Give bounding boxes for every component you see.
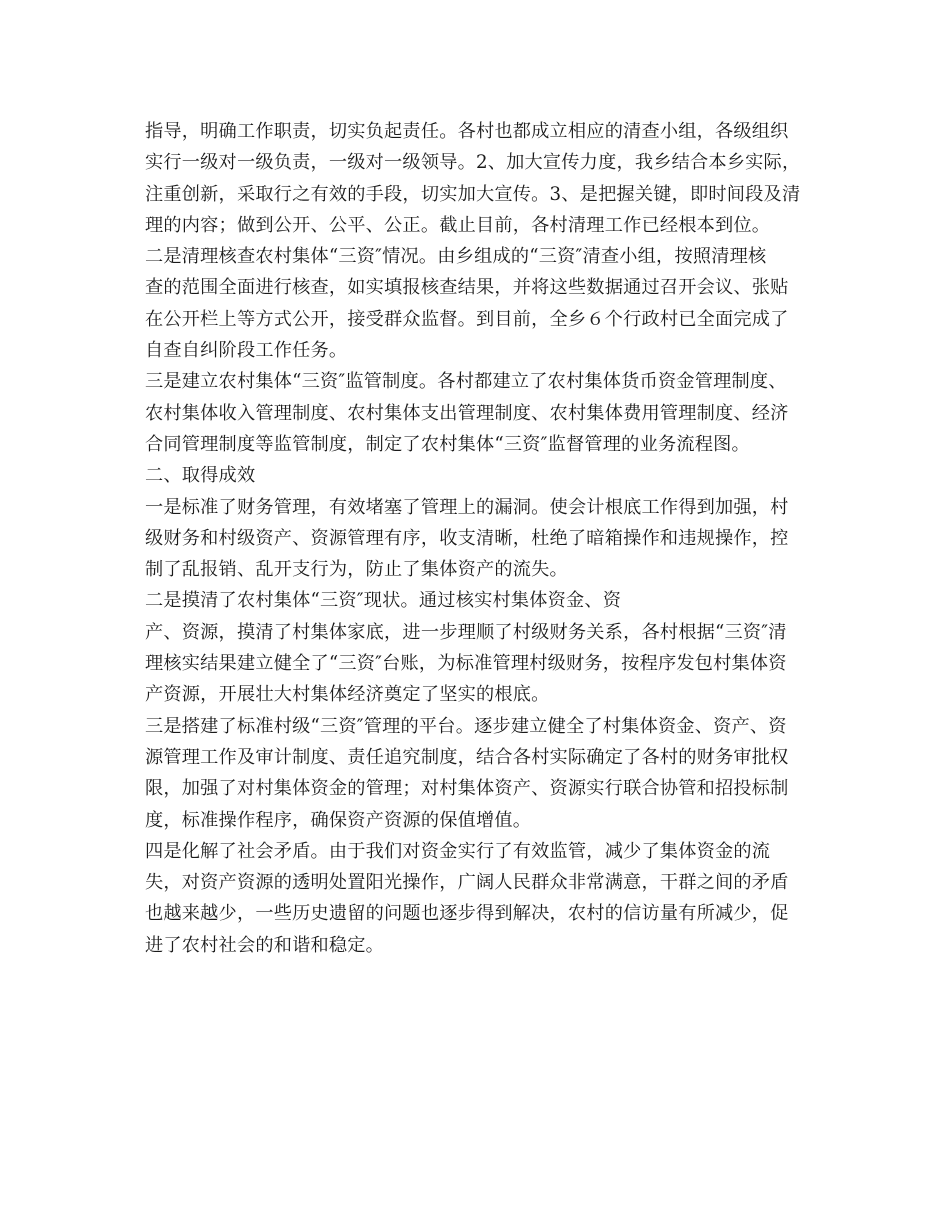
text-line: 自查自纠阶段工作任务。 [145, 340, 348, 362]
text-line: 农村集体收入管理制度、农村集体支出管理制度、农村集体费用管理制度、经济 [145, 402, 789, 424]
text-line: 二是摸清了农村集体“三资″现状。通过核实村集体资金、资 [145, 590, 622, 612]
text-line: 在公开栏上等方式公开，接受群众监督。到目前，全乡６个行政村已全面完成了 [145, 308, 789, 330]
text-line: 理的内容；做到公开、公平、公正。截止目前，各村清理工作已经根本到位。 [145, 214, 771, 236]
text-line: 制了乱报销、乱开支行为，防止了集体资产的流失。 [145, 559, 568, 581]
text-line: 合同管理制度等监管制度，制定了农村集体“三资″监督管理的业务流程图。 [145, 433, 750, 455]
text-line: 注重创新，采取行之有效的手段，切实加大宣传。3、是把握关键，即时间段及清 [145, 183, 801, 205]
text-line: 理核实结果建立健全了“三资″台账，为标准管理村级财务，按程序发包村集体资 [145, 653, 787, 675]
text-line: 一是标准了财务管理，有效堵塞了管理上的漏洞。使会计根底工作得到加强，村 [145, 496, 789, 518]
text-line: 失，对资产资源的透明处置阳光操作，广阔人民群众非常满意，干群之间的矛盾 [145, 872, 789, 894]
text-line: 度，标准操作程序，确保资产资源的保值增值。 [145, 809, 532, 831]
text-line: 三是建立农村集体“三资″监管制度。各村都建立了农村集体货币资金管理制度、 [145, 371, 787, 393]
text-line: 产资源，开展壮大村集体经济奠定了坚实的根底。 [145, 684, 550, 706]
section-heading: 二、取得成效 [145, 465, 256, 487]
text-line: 四是化解了社会矛盾。由于我们对资金实行了有效监管，减少了集体资金的流 [145, 840, 771, 862]
text-line: 指导，明确工作职责，切实负起责任。各村也都成立相应的清查小组，各级组织 [145, 121, 789, 142]
text-line: 查的范围全面进行核查，如实填报核查结果，并将这些数据通过召开会议、张贴 [145, 277, 789, 299]
document-body [145, 116, 815, 961]
text-line: 也越来越少，一些历史遗留的问题也逐步得到解决，农村的信访量有所减少，促 [145, 903, 789, 925]
text-line: 进了农村社会的和谐和稳定。 [145, 934, 385, 956]
text-line: 级财务和村级资产、资源管理有序，收支清晰，杜绝了暗箱操作和违规操作，控 [145, 527, 789, 549]
text-line: 二是清理核查农村集体“三资″情况。由乡组成的“三资″清查小组，按照清理核 [145, 246, 767, 268]
text-line: 源管理工作及审计制度、责任追究制度，结合各村实际确定了各村的财务审批权 [145, 746, 789, 768]
text-line: 限，加强了对村集体资金的管理；对村集体资产、资源实行联合协管和招投标制 [145, 778, 789, 800]
text-line: 三是搭建了标准村级“三资″管理的平台。逐步建立健全了村集体资金、资产、资 [145, 715, 787, 737]
text-line: 产、资源，摸清了村集体家底，进一步理顺了村级财务关系，各村根据“三资″清 [145, 621, 787, 643]
text-line: 实行一级对一级负责，一级对一级领导。2、加大宣传力度，我乡结合本乡实际， [145, 152, 801, 174]
